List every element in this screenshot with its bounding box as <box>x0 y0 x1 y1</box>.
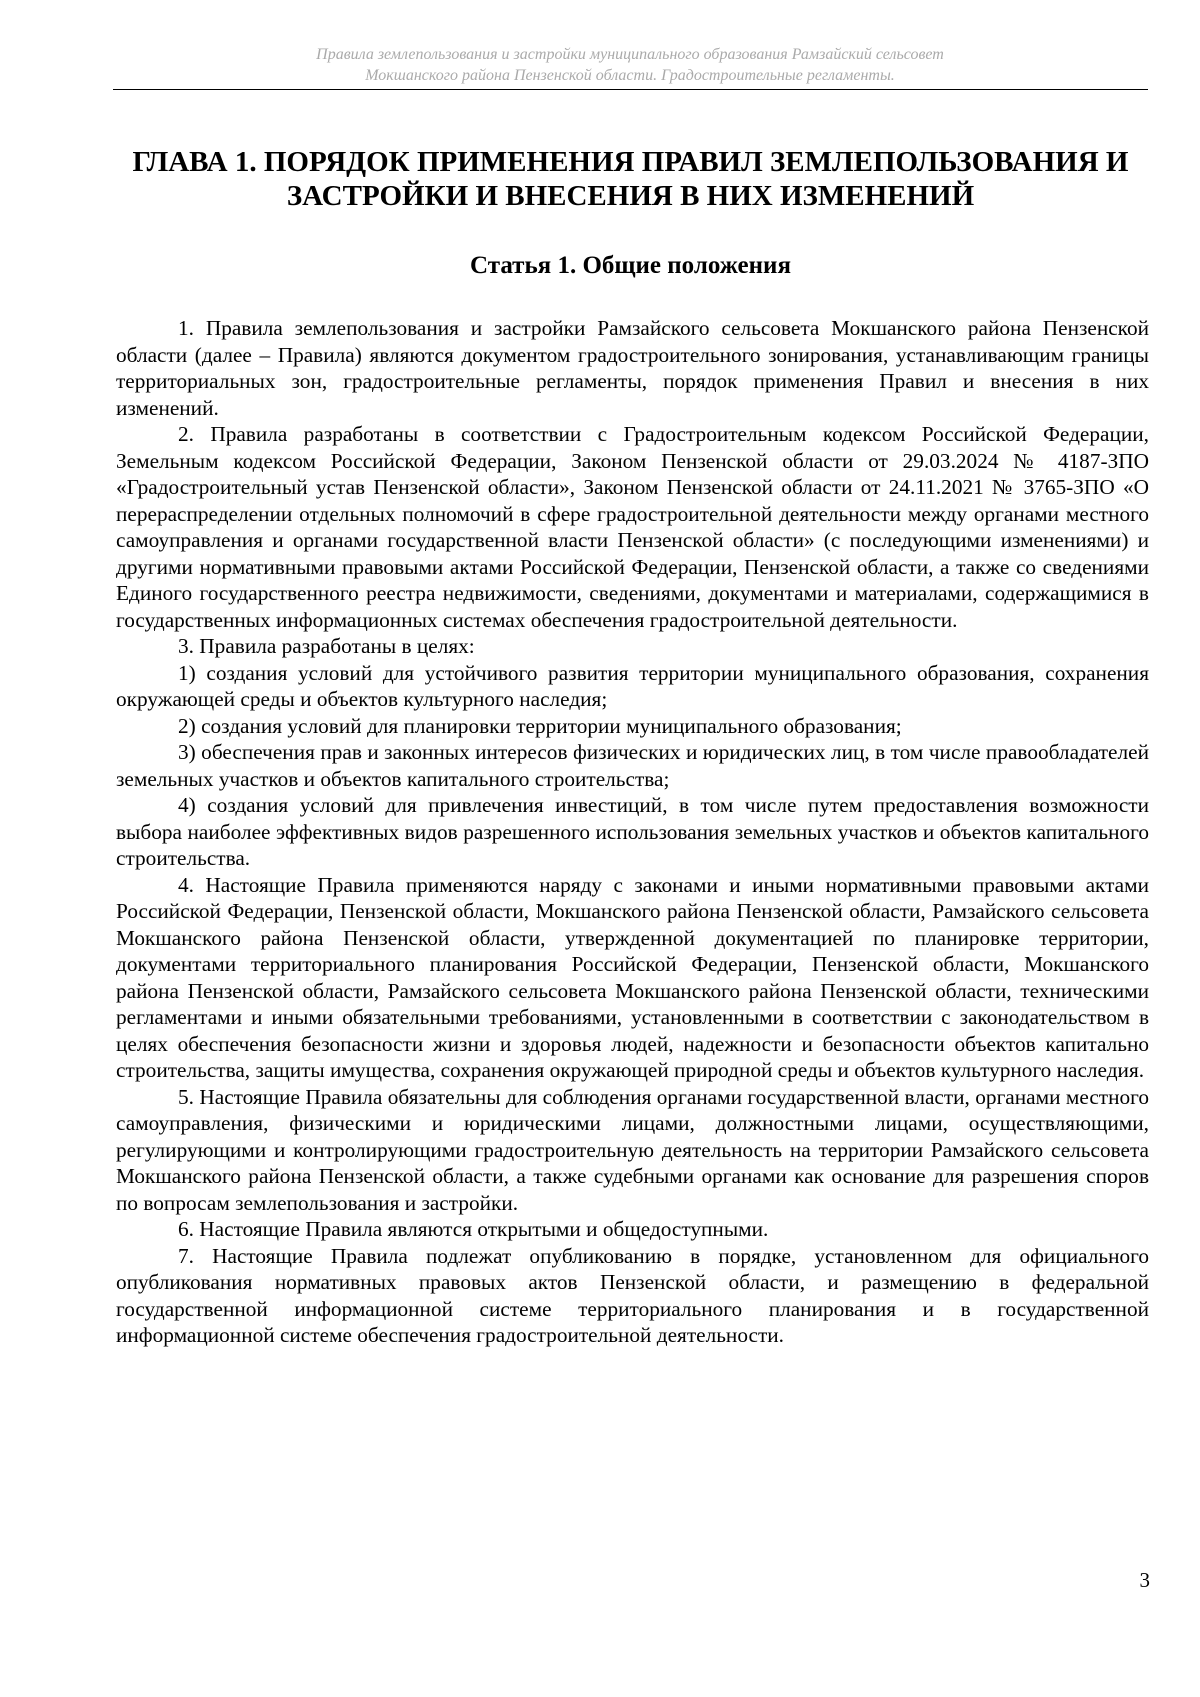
paragraph-3-item-2: 2) создания условий для планировки территории муниципального образования; <box>178 713 902 738</box>
paragraph-3-item-1: 1) создания условий для устойчивого развития территории муниципального образования, сохранения окружающей среды и объектов культурного наследия; <box>116 660 1149 711</box>
running-header-line-1: Правила землепользования и застройки муниципального образования Рамзайский сельсовет <box>316 46 944 63</box>
paragraph-4: 4. Настоящие Правила применяются наряду с законами и иными нормативными правовыми актами Российской Федерации, Пензенской области, Мокшанского района Пензенской области, Рамзайского сельсовета Мокшанского района Пензенской области, утвержденной документацией по планировке территории, документами территориального планирования Российской Федерации, Пензенской области, Мокшанского района Пензенской области, Рамзайского сельсовета Мокшанского района Пензенской области, техническими регламентами и иными обязательными требованиями, установленными в соответствии с законодательством в целях обеспечения безопасности жизни и здоровья людей, надежности и безопасности объектов капитально строительства, защиты имущества, сохранения окружающей природной среды и объектов культурного наследия. <box>116 872 1149 1082</box>
article-title: Статья 1. Общие положения <box>470 252 791 279</box>
document-body <box>116 315 1149 1349</box>
paragraph-7: 7. Настоящие Правила подлежат опубликованию в порядке, установленном для официального опубликования нормативных правовых актов Пензенской области, и размещению в федеральной государственной информационной системе территориального планирования и в государственной информационной системе обеспечения градостроительной деятельности. <box>116 1243 1149 1347</box>
running-header <box>110 44 1150 86</box>
running-header-line-2: Мокшанского района Пензенской области. Градостроительные регламенты. <box>365 67 895 84</box>
header-divider <box>113 89 1148 90</box>
paragraph-1: 1. Правила землепользования и застройки Рамзайского сельсовета Мокшанского района Пензенской области (далее – Правила) являются документом градостроительного зонирования, устанавливающим границы территориальных зон, градостроительные регламенты, порядок применения Правил и внесения в них изменений. <box>116 316 1149 420</box>
chapter-title-line-1: ГЛАВА 1. ПОРЯДОК ПРИМЕНЕНИЯ ПРАВИЛ ЗЕМЛЕПОЛЬЗОВАНИЯ И <box>132 146 1129 178</box>
chapter-title-line-2: ЗАСТРОЙКИ И ВНЕСЕНИЯ В НИХ ИЗМЕНЕНИЙ <box>286 180 975 212</box>
paragraph-2: 2. Правила разработаны в соответствии с Градостроительным кодексом Российской Федерации, Земельным кодексом Российской Федерации, Законом Пензенской области от 29.03.2024 № 4187-ЗПО «Градостроительный устав Пензенской области», Законом Пензенской области от 24.11.2021 № 3765-ЗПО «О перераспределении отдельных полномочий в сфере градостроительной деятельности между органами местного самоуправления и органами государственной власти Пензенской области» (с последующими изменениями) и другими нормативными правовыми актами Российской Федерации, Пензенской области, а также со сведениями Единого государственного реестра недвижимости, сведениями, документами и материалами, содержащимися в государственных информационных системах обеспечения градостроительной деятельности. <box>116 422 1149 632</box>
paragraph-6: 6. Настоящие Правила являются открытыми и общедоступными. <box>178 1217 769 1241</box>
paragraph-3-item-4: 4) создания условий для привлечения инвестиций, в том числе путем предоставления возможности выбора наиболее эффективных видов разрешенного использования земельных участков и объектов капитального строительства. <box>116 793 1149 870</box>
page-number: 3 <box>1139 1568 1150 1592</box>
chapter-title <box>113 145 1148 213</box>
paragraph-3-item-3: 3) обеспечения прав и законных интересов физических и юридических лиц, в том числе правообладателей земельных участков и объектов капитального строительства; <box>116 740 1149 791</box>
paragraph-5: 5. Настоящие Правила обязательны для соблюдения органами государственной власти, органами местного самоуправления, физическими и юридическими лицами, должностными лицами, осуществляющими, регулирующими и контролирующими градостроительную деятельность на территории Рамзайского сельсовета Мокшанского района Пензенской области, а также судебными органами как основание для разрешения споров по вопросам землепользования и застройки. <box>116 1084 1149 1215</box>
paragraph-3: 3. Правила разработаны в целях: <box>178 634 475 658</box>
